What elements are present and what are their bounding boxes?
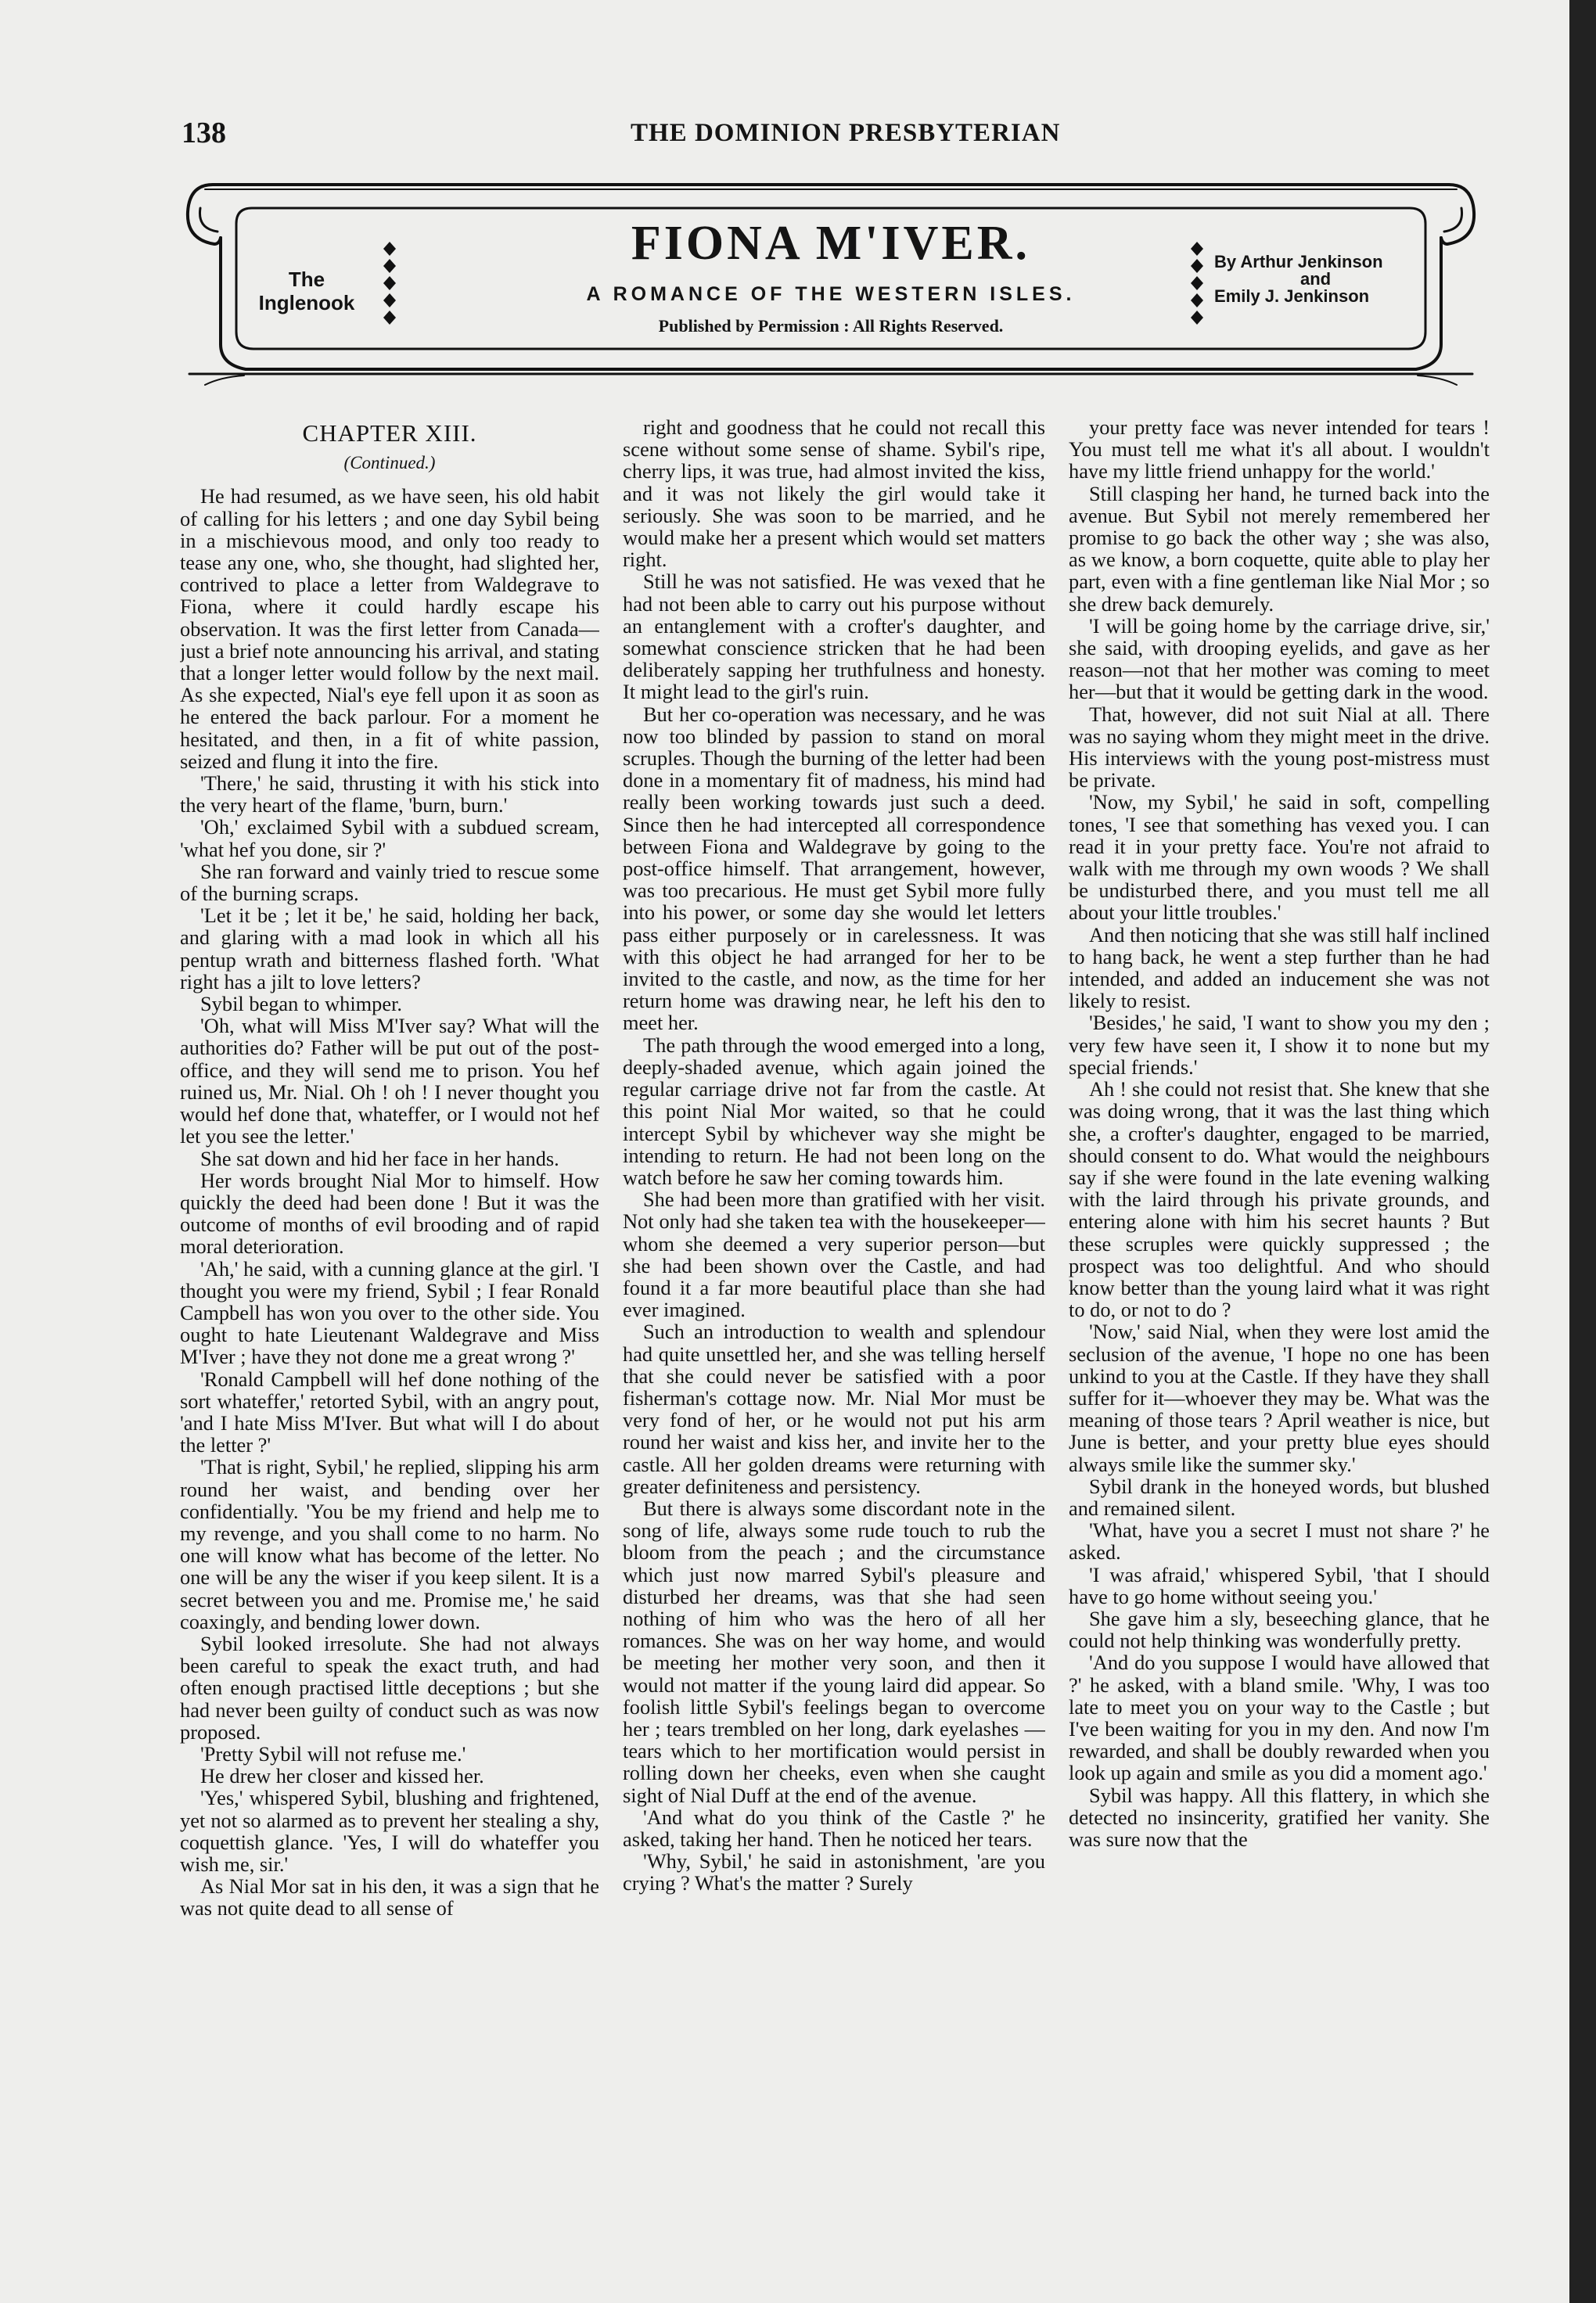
page-number: 138 xyxy=(182,117,226,149)
paragraph: 'Why, Sybil,' he said in astonishment, 'are you crying ? What's the matter ? Surely xyxy=(623,1849,1045,1895)
paragraph: 'Oh,' exclaimed Sybil with a subdued scream, 'what hef you done, sir ?' xyxy=(180,815,599,861)
paragraph: Still he was not satisfied. He was vexed that he had not been able to carry out his purpose without an entanglement with a crofter's daughter, and somewhat conscience stricken that he had been deliberately sapping her truthfulness and honesty. It might lead to the girl's ruin. xyxy=(623,569,1045,704)
paragraph: 'That is right, Sybil,' he replied, slipping his arm round her waist, and bending over her confidentially. 'You be my friend and help me to my revenge, and you shall come to no harm. No one will know what has become of the letter. No one will be any the wiser if you keep silent. It is a secret between you and me. Promise me,' he said coaxingly, and bending lower down. xyxy=(180,1455,599,1633)
author-conjunction: and xyxy=(1300,269,1332,289)
paragraph: 'Yes,' whispered Sybil, blushing and frightened, yet not so alarmed as to prevent her stealing a shy, coquettish glance. 'Yes, I will do whateffer you wish me, sir.' xyxy=(180,1786,599,1876)
paragraph: 'What, have you a secret I must not share ?' he asked. xyxy=(1069,1518,1490,1565)
paragraph: 'I will be going home by the carriage drive, sir,' she said, with drooping eyelids, and gave as her reason—not that her mother was coming to meet her—but that it would be getting dark in the wood. xyxy=(1069,613,1490,704)
paragraph: Such an introduction to wealth and splendour had quite unsettled her, and she was telling herself that she could never be satisfied with a poor fisherman's cottage now. Mr. Nial Mor must be very fond of her, or he would not put his arm round her waist and kiss her, and invite her to the castle. All her golden dreams were returning with greater definiteness and persistency. xyxy=(623,1320,1045,1498)
story-banner xyxy=(174,153,1488,404)
paragraph: 'Now, my Sybil,' he said in soft, compelling tones, 'I see that something has vexed you. I can read it in your pretty face. You're not afraid to walk with me through my own woods ? We shall be undisturbed there, and you must tell me all about your little troubles.' xyxy=(1069,790,1490,925)
paragraph: 'Let it be ; let it be,' he said, holding her back, and glaring with a mad look in which all his pentup wrath and bitterness flashed forth. 'What right has a jilt to love letters? xyxy=(180,904,599,993)
paragraph: And then noticing that she was still half inclined to hang back, he went a step further than he had intended, and added an inducement she was not likely to resist. xyxy=(1069,922,1490,1013)
paragraph: 'Oh, what will Miss M'Iver say? What will the authorities do? Father will be put out of the post-office, and they will send me to prison. You hef ruined us, Mr. Nial. Oh ! oh ! I never thought you would hef done that, whateffer, or I would not hef let you see the letter.' xyxy=(180,1014,599,1148)
paragraph: She sat down and hid her face in her hands. xyxy=(200,1146,559,1170)
paragraph: Ah ! she could not resist that. She knew that she was doing wrong, that it was the last thing which she, a crofter's daughter, engaged to be married, should consent to do. What would the neighbours say if she were found in the late evening walking with the laird through his private grounds, and entering alone with him his secret haunts ? But these scruples were quickly suppressed ; the prospect was too delightful. And who should know better than the young laird what it was right to do, or not to do ? xyxy=(1069,1077,1490,1322)
chapter-heading: CHAPTER XIII. xyxy=(302,419,477,447)
journal-title: THE DOMINION PRESBYTERIAN xyxy=(631,119,1061,147)
paragraph: That, however, did not suit Nial at all. There was no saying whom they might meet in the drive. His interviews with the young post-mistress must be private. xyxy=(1069,702,1490,792)
author-line-1: By Arthur Jenkinson xyxy=(1214,252,1383,271)
paragraph: 'Ronald Campbell will hef done nothing of the sort whateffer,' retorted Sybil, with an angry pout, 'and I hate Miss M'Iver. But what will I do about the letter ?' xyxy=(180,1367,599,1457)
paragraph: 'Now,' said Nial, when they were lost amid the seclusion of the avenue, 'I hope no one has been unkind to you at the Castle. If they have they shall suffer for it—whoever they may be. What was the meaning of those tears ? April weather is nice, but June is better, and your pretty blue eyes should always smile like the summer sky.' xyxy=(1069,1320,1490,1476)
text-column-2 xyxy=(623,416,1045,2262)
paragraph: He drew her closer and kissed her. xyxy=(200,1764,484,1788)
paragraph: Sybil was happy. All this flattery, in which she detected no insincerity, gratified her vanity. She was sure now that the xyxy=(1069,1783,1490,1851)
paragraph: 'Ah,' he said, with a cunning glance at the girl. 'I thought you were my friend, Sybil ; I fear Ronald Campbell has won you over to the other side. You ought to hate Lieutenant Waldegrave and Miss M'Iver ; have they not done me a great wrong ?' xyxy=(180,1256,599,1369)
paragraph: Still clasping her hand, he turned back into the avenue. But Sybil not merely remembered her promise to go back the other way ; she was also, as we know, a born coquette, quite able to play her part, even with a fine gentleman like Nial Mor ; so she drew back demurely. xyxy=(1069,481,1490,616)
paragraph: 'Pretty Sybil will not refuse me.' xyxy=(200,1741,466,1766)
binding-gutter xyxy=(1569,0,1596,2303)
paragraph: But her co-operation was necessary, and he was now too blinded by passion to stand on moral scruples. Though the burning of the letter had been done in a momentary fit of madness, his mind had really been working towards just such a deed. Since then he had intercepted all correspondence between Fiona and Waldegrave by going to the post-office himself. That arrangement, however, was too precarious. He must get Sybil more fully into his power, or some day she would let letters pass either purposely or in carelessness. It was with this object he had arranged for her to be invited to the castle, and now, as the time for her return home was drawing near, he left his den to meet her. xyxy=(623,702,1045,1035)
paragraph: As Nial Mor sat in his den, it was a sign that he was not quite dead to all sense of xyxy=(180,1874,599,1920)
paragraph: Sybil drank in the honeyed words, but blushed and remained silent. xyxy=(1069,1474,1490,1520)
paragraph: The path through the wood emerged into a long, deeply-shaded avenue, which again joined the regular carriage drive not far from the castle. At this point Nial Mor waited, so that he could intercept Sybil by whichever way she might be intending to return. He had not been long on the watch before he saw her coming towards him. xyxy=(623,1033,1045,1189)
paragraph: Her words brought Nial Mor to himself. How quickly the deed had been done ! But it was the outcome of months of evil brooding and of rapid moral deterioration. xyxy=(180,1168,599,1259)
paragraph: She gave him a sly, beseeching glance, that he could not help thinking was wonderfully pretty. xyxy=(1069,1606,1490,1653)
paragraph: 'I was afraid,' whispered Sybil, 'that I should have to go home without seeing you.' xyxy=(1069,1562,1490,1608)
section-name: The Inglenook xyxy=(258,268,355,314)
paragraph: But there is always some discordant note in the song of life, always some rude touch to rub the bloom from the peach ; and the circumstance which just now marred Sybil's pleasure and disturbed her dreams, was that she had seen nothing of him who was the hero of all her romances. She was on her way home, and would be meeting her mother very soon, and then it would not matter if the young laird did appear. So foolish little Sybil's feelings began to overcome her ; tears trembled on her long, dark eyelashes —tears which to her mortification would persist in rolling down her cheeks, even when she caught sight of Nial Duff at the end of the avenue. xyxy=(623,1496,1045,1807)
paragraph: 'There,' he said, thrusting it with his stick into the very heart of the flame, 'burn, burn.' xyxy=(180,771,599,817)
story-title: FIONA M'IVER. xyxy=(631,217,1031,270)
author-line-2: Emily J. Jenkinson xyxy=(1214,286,1370,306)
text-column-3 xyxy=(1069,416,1490,2262)
running-head xyxy=(182,116,1386,155)
author-credit xyxy=(1214,253,1465,305)
paragraph: 'Besides,' he said, 'I want to show you my den ; very few have seen it, I show it to none but my special friends.' xyxy=(1069,1011,1490,1079)
paragraph: 'And what do you think of the Castle ?' he asked, taking her hand. Then he noticed her tears. xyxy=(623,1805,1045,1851)
paragraph: She had been more than gratified with her visit. Not only had she taken tea with the housekeeper—whom she deemed a very superior person—but she had been shown over the Castle, and had found it a far more beautiful place than she had ever imagined. xyxy=(623,1187,1045,1322)
paragraph: He had resumed, as we have seen, his old habit of calling for his letters ; and one day Sybil being in a mischievous mood, and only too ready to tease any one, who, she thought, had slighted her, contrived to place a letter from Waldegrave to Fiona, where it could hardly escape his observation. It was the first letter from Canada—just a brief note announcing his arrival, and stating that a longer letter would follow by the next mail. As she expected, Nial's eye fell upon it as soon as he entered the back parlour. For a moment he hesitated, and then, in a fit of white passion, seized and flung it into the fire. xyxy=(180,484,599,773)
paragraph: 'And do you suppose I would have allowed that ?' he asked, with a bland smile. 'Why, I was too late to meet you on your way to the Castle ; but I've been waiting for you in my den. And now I'm rewarded, and shall be doubly rewarded when you look up again and smile as you did a moment ago.' xyxy=(1069,1651,1490,1785)
paragraph: Sybil began to whimper. xyxy=(200,992,403,1016)
story-subtitle: A ROMANCE OF THE WESTERN ISLES. xyxy=(586,283,1076,305)
rights-note: Published by Permission : All Rights Reserved. xyxy=(658,316,1004,336)
paragraph: right and goodness that he could not recall this scene without some sense of shame. Sybil's ripe, cherry lips, it was true, had almost invited the kiss, and it was not likely the girl would take it seriously. She was soon to be married, and he would make her a present which would set matters right. xyxy=(623,416,1045,572)
paragraph: She ran forward and vainly tried to rescue some of the burning scraps. xyxy=(180,859,599,906)
chapter-note: (Continued.) xyxy=(343,453,436,473)
text-column-1 xyxy=(180,416,599,2262)
paragraph: Sybil looked irresolute. She had not always been careful to speak the exact truth, and had often enough practised little deceptions ; but she had never been guilty of conduct such as was now proposed. xyxy=(180,1631,599,1744)
paragraph: your pretty face was never intended for tears ! You must tell me what it's all about. I wouldn't have my little friend unhappy for the world.' xyxy=(1069,416,1490,483)
